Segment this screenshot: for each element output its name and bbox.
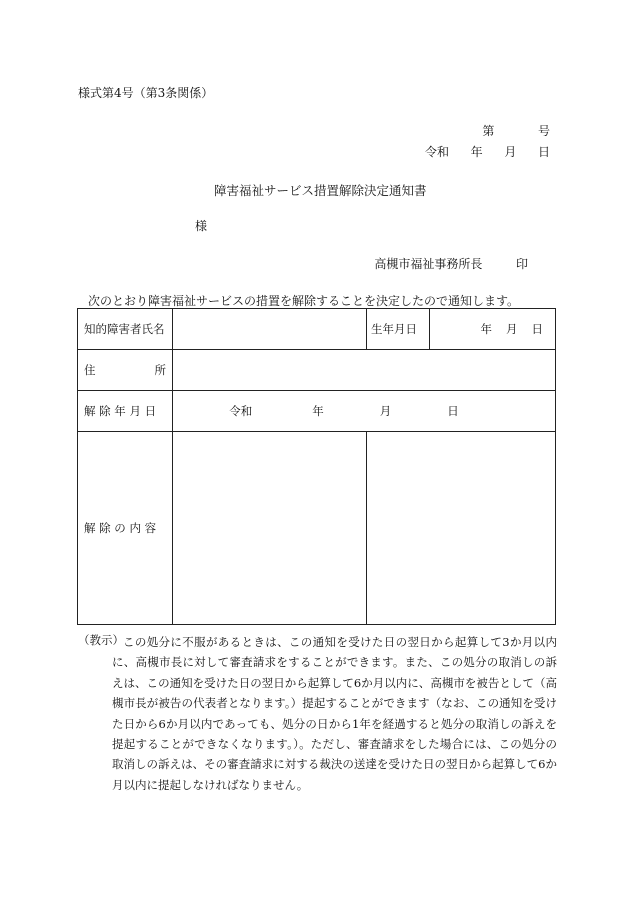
document-title: 障害福祉サービス措置解除決定通知書 <box>214 183 427 198</box>
name-value <box>173 309 367 350</box>
date-year: 年 <box>470 145 483 159</box>
document-number-suffix: 号 <box>537 124 550 138</box>
birth-label: 生年月日 <box>367 309 430 350</box>
document-date <box>425 143 550 160</box>
row-address <box>78 350 556 391</box>
address-label-2: 所 <box>154 363 166 377</box>
row-release-date <box>78 391 556 432</box>
recipient-suffix: 様 <box>195 219 208 233</box>
row-name <box>78 309 556 350</box>
address-label-1: 住 <box>84 363 96 377</box>
release-month: 月 <box>379 404 392 418</box>
issuer-name: 高槻市福祉事務所長 <box>374 257 483 271</box>
release-form-table <box>77 308 556 625</box>
row-release-content <box>78 432 556 625</box>
name-label: 知的障害者氏名 <box>78 309 173 350</box>
document-number <box>482 122 550 139</box>
release-era: 令和 <box>229 404 253 418</box>
release-content-label: 解 除 の 内 容 <box>78 432 173 625</box>
address-label <box>78 350 173 391</box>
address-value <box>173 350 556 391</box>
release-day: 日 <box>447 404 459 418</box>
document-number-prefix: 第 <box>482 124 495 138</box>
date-day: 日 <box>537 145 550 159</box>
birth-day: 日 <box>531 322 543 336</box>
issuer-line <box>374 255 528 272</box>
release-content-right <box>367 432 556 625</box>
notice-body: この処分に不服があるときは、この通知を受けた日の翌日から起算して3か月以内に、高槻市長に対して審査請求をすることができます。また、この処分の取消しの訴えは、この通知を受けた日の翌日から起算して6か月以内に、高槻市を被告として（高槻市長が被告の代表者となります。）提起することができます（なお、この通知を受けた日から6か月以内であっても、処分の日から1年を経過すると処分の取消しの訴えを提起することができなくなります。）。ただし、審査請求をした場合には、この処分の取消しの訴えは、その審査請求に対する裁決の送達を受けた日の翌日から起算して6か月以内に提起しなければなりません。 <box>112 635 557 792</box>
lead-text: 次のとおり障害福祉サービスの措置を解除することを決定したので通知します。 <box>88 294 520 308</box>
release-year: 年 <box>312 404 324 418</box>
release-date-label: 解 除 年 月 日 <box>78 391 173 432</box>
date-month: 月 <box>504 145 517 159</box>
date-era: 令和 <box>424 145 449 159</box>
birth-year: 年 <box>480 322 492 336</box>
release-content-left <box>173 432 367 625</box>
form-number: 様式第4号（第3条関係） <box>78 86 214 100</box>
birth-month: 月 <box>506 322 518 336</box>
release-date-value <box>173 391 556 432</box>
notice-heading: （教示） <box>78 633 124 647</box>
seal-mark: 印 <box>515 257 528 271</box>
birth-value <box>430 309 556 350</box>
